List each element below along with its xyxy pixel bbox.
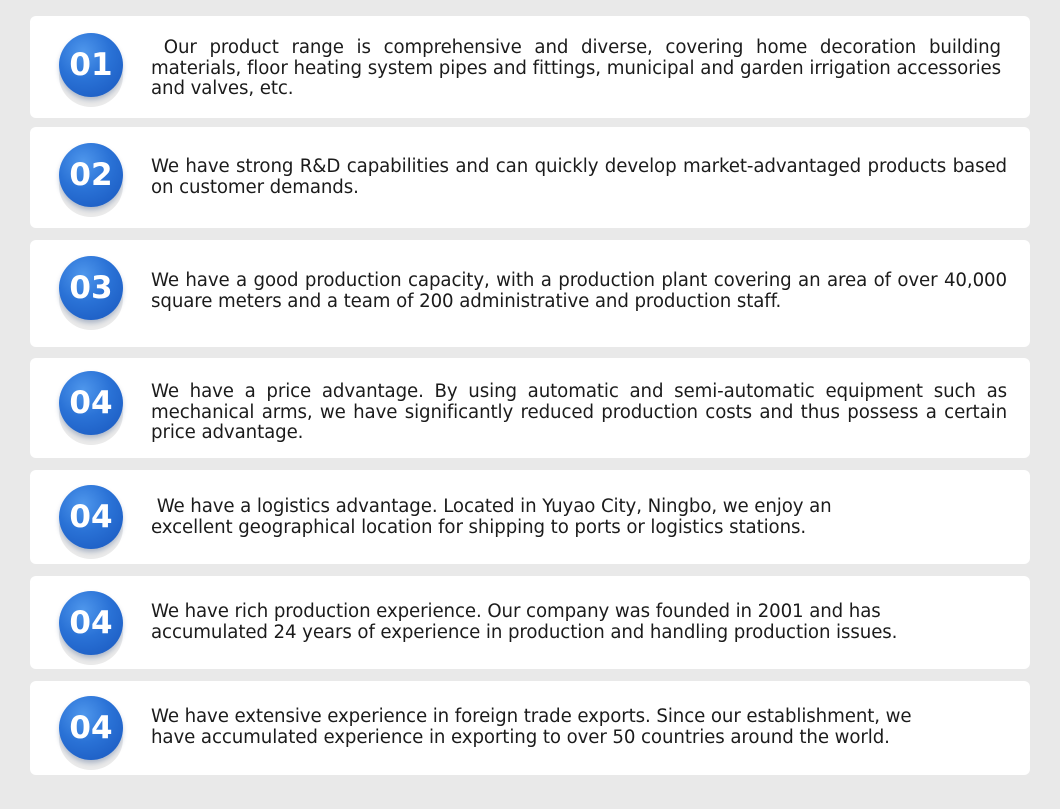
- feature-text: We have a logistics advantage. Located in Yuyao City, Ningbo, we enjoy an excellent geographical location for shipping to ports or logistics stations.: [151, 496, 838, 538]
- feature-card: [30, 16, 1030, 118]
- feature-text: Our product range is comprehensive and diverse, covering home decoration building materials, floor heating system pipes and fittings, municipal and garden irrigation accessories and valves, etc.: [151, 37, 1007, 99]
- number-badge-label: 04: [59, 696, 123, 760]
- number-badge: [59, 143, 123, 207]
- number-badge: [59, 33, 123, 97]
- number-badge-label: 01: [59, 33, 123, 97]
- feature-card: [30, 240, 1030, 347]
- number-badge: [59, 256, 123, 320]
- number-badge: [59, 485, 123, 549]
- feature-text: We have rich production experience. Our company was founded in 2001 and has accumulated 24 years of experience in production and handling production issues.: [151, 601, 898, 643]
- feature-text: We have strong R&D capabilities and can quickly develop market-advantaged products based on customer demands.: [151, 156, 1013, 198]
- feature-card: [30, 681, 1030, 775]
- feature-card: [30, 470, 1030, 564]
- feature-text: We have a price advantage. By using automatic and semi-automatic equipment such as mechanical arms, we have significantly reduced production costs and thus possess a certain price advantage.: [151, 381, 1013, 443]
- number-badge: [59, 696, 123, 760]
- number-badge: [59, 371, 123, 435]
- number-badge: [59, 591, 123, 655]
- number-badge-label: 04: [59, 591, 123, 655]
- number-badge-label: 03: [59, 256, 123, 320]
- feature-card: [30, 127, 1030, 228]
- feature-text: We have a good production capacity, with a production plant covering an area of over 40,000 square meters and a team of 200 administrative and production staff.: [151, 270, 1013, 312]
- number-badge-label: 04: [59, 371, 123, 435]
- feature-card: [30, 358, 1030, 458]
- number-badge-label: 02: [59, 143, 123, 207]
- number-badge-label: 04: [59, 485, 123, 549]
- feature-card: [30, 576, 1030, 669]
- feature-text: We have extensive experience in foreign trade exports. Since our establishment, we have accumulated experience in exporting to over 50 countries around the world.: [151, 706, 918, 748]
